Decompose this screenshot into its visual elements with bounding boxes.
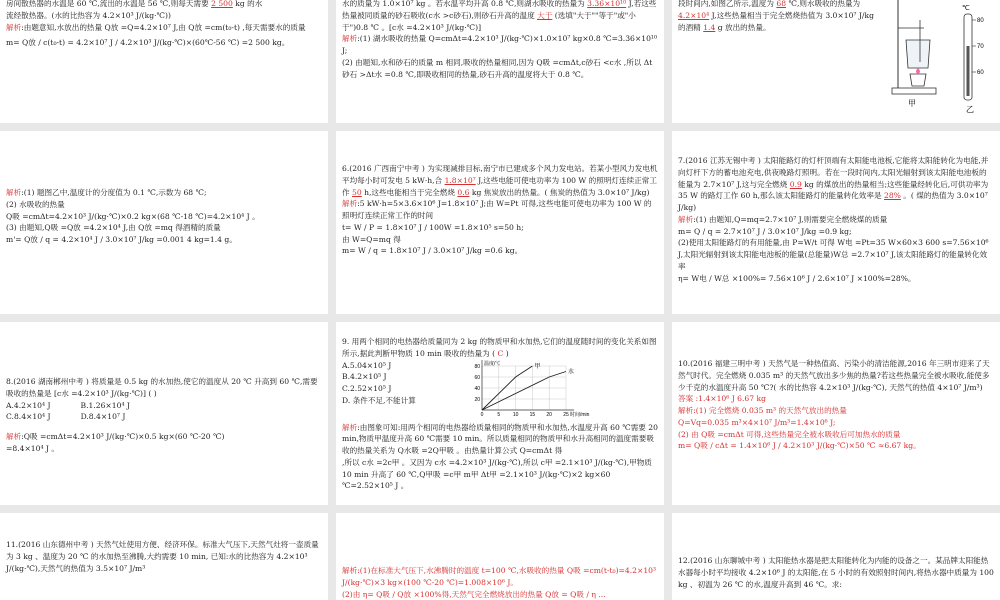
card-q11 — [0, 513, 328, 600]
q12-text: 12.(2016 山东聊城中考 ) 太阳能热水器是把太阳能转化为内能的设备之一。某品牌太阳能热水器每小时平均接收 4.2×10⁶ J 的太阳能,在 5 小时的有效照射时间内,将热水器中质量为 100 kg 、初温为 26 ℃ 的水,温度升高到 46 ℃。求: — [678, 556, 994, 589]
q7-text3: 。( 煤的热值为 3.0×10⁷ J/kg) — [678, 191, 988, 213]
label-yi: 乙 — [966, 105, 974, 114]
q7-sol2: m= Q / q = 2.7×10⁷ J / 3.0×10⁷ J/kg =0.9 kg; — [678, 226, 852, 236]
card-q5-tail — [0, 0, 328, 123]
card-q10 — [672, 322, 1000, 505]
x-tick-label: 25 — [563, 411, 569, 418]
q10-sol4: m= Q吸 / cΔt = 1.4×10⁶ J / 4.2×10³ J/(kg·℃)×50 ℃ ≈6.67 kg。 — [678, 441, 921, 451]
therm-80: 80 — [977, 18, 984, 24]
therm-unit: ℃ — [962, 5, 970, 12]
q4-line2: J,若这些热量被同质量的砂石吸收(c水 >c砂石),则砂石升高的温度 — [342, 0, 657, 20]
card-q3-solution — [0, 131, 328, 314]
q3-line2b: g 放出的热量。 — [717, 22, 771, 32]
q5-line1b: kg 的水 — [235, 0, 263, 8]
q9-text-b: ) — [505, 348, 509, 358]
y-tick-label: 40 — [474, 385, 480, 392]
q10-sol-tag: 解析 — [678, 406, 694, 416]
q11-text: 11.(2016 山东德州中考 ) 天然气灶使用方便、经济环保。标准大气压下,天然气灶将一壶质量为 3 kg 、温度为 20 ℃ 的水加热至沸腾,大约需要 10 min, 已知:水的比热容为 4.2×10³ J/(kg·℃),天然气的热值为 3.5×10⁷ J/m³ — [6, 540, 319, 573]
q6-text3: h,这些电能相当于完全燃烧 — [364, 187, 455, 197]
x-tick-label: 0 — [480, 411, 484, 418]
q4-sol-tag: 解析 — [342, 34, 358, 44]
q3-sol-tag: 解析 — [6, 188, 22, 197]
q9-option-c: C.2.52×10⁵ J — [342, 384, 392, 394]
q10-text: 10.(2016 福建三明中考 ) 天然气是一种热值高、污染小的清洁能源,2016 年三明市迎来了天然气时代。完全燃烧 0.035 m³ 的天然气放出多少焦的热量?若这些热量完全被水吸收,能使多少千克的水温度升高 50 ℃?( 水的比热容 4.2×10³ J/(kg·℃), 天然气的热值 4×10⁷ J/m³) — [678, 359, 990, 392]
card-q4-tail — [336, 0, 664, 123]
q7-blank2: 28% — [883, 191, 901, 201]
q8-sol2: =8.4×10⁴ J 。 — [6, 443, 59, 453]
x-tick-label: 20 — [546, 411, 552, 418]
q9-answer: C — [497, 348, 504, 358]
q5-sol-tag: 解析 — [6, 22, 22, 32]
q6-sol3: 由 W=Q=mq 得 — [342, 234, 401, 244]
q3-sol2: (2) 水吸收的热量 — [6, 199, 65, 209]
card-q11-solution — [336, 513, 664, 600]
q7-text2: kg 的煤放出的热量相当;这些能量经转化后,可供功率为 35 W 的路灯工作 60 h,那么该太阳能路灯的能量转化效率是 — [678, 179, 989, 201]
q8-sol1: :Q吸 =cmΔt=4.2×10³ J/(kg·℃)×0.5 kg×(60 ℃-20 ℃) — [21, 432, 225, 442]
q10-sol3: (2) 由 Q吸 =cmΔt 可得,这些热量完全被水吸收后可加热水的质量 — [678, 429, 901, 439]
q8-option-b: B.1.26×10⁴ J — [80, 400, 130, 410]
q5-sol1: :由题意知,水放出的热量 Q放 =Q=4.2×10⁷ J,由 Q放 =cm(t₀-t) ,每天需要水的质量 — [21, 22, 306, 32]
q3-blank2: 4.2×10⁴ — [678, 10, 710, 20]
q4-sol1: :(1) 湖水吸收的热量 Q=cmΔt=4.2×10³ J/(kg·℃)×1.0×10⁷ kg×0.8 ℃=3.36×10¹⁰ J; — [342, 34, 658, 56]
q3-line2: J,这些热量相当于完全燃烧热值为 3.0×10⁷ J/kg 的酒精 — [678, 10, 874, 32]
q10-sol2: Q=Vq=0.035 m³×4×10⁷ J/m³=1.4×10⁶ J; — [678, 417, 836, 427]
alcohol-lamp-icon — [910, 74, 926, 86]
q3-line1: 段时间内,如图乙所示,温度为 — [678, 0, 774, 8]
series-label: 水 — [568, 369, 575, 376]
apparatus-figure — [884, 0, 994, 118]
q11-sol1: 解析:(1)在标准大气压下,水沸腾时的温度 t=100 ℃,水吸收的热量 Q吸 =cm(t-t₀)=4.2×10³ J/(kg·℃)×3 kg×(100 ℃-20 ℃)=1.008×10⁶ J。 — [342, 566, 657, 587]
q7-text1: 7.(2016 江苏无锡中考 ) 太阳能路灯的灯杆顶端有太阳能电池板,它能将太阳能转化为电能,并向灯杆下方的蓄电池充电,供夜晚路灯照明。若在一段时间内,太阳光辐射到该太阳能电池板的能量为 2.7×10⁷ J,这与完全燃烧 — [678, 156, 989, 189]
q9-option-a: A.5.04×10⁵ J — [342, 360, 392, 370]
y-tick-label: 20 — [474, 396, 480, 403]
q7-sol4: η= W电 / W总 ×100%= 7.56×10⁶ J / 2.6×10⁷ J ×100%=28%。 — [678, 273, 916, 283]
card-q3-tail — [672, 0, 1000, 123]
q7-sol-tag: 解析 — [678, 214, 694, 224]
q8-option-a: A.4.2×10⁴ J — [6, 400, 51, 410]
x-tick-label: 10 — [512, 411, 519, 418]
therm-60: 60 — [977, 70, 984, 76]
y-tick-label: 60 — [474, 374, 480, 381]
q5-line1: 房间散热器的水温是 60 ℃,流出的水温是 56 ℃,则每天需要 — [6, 0, 209, 8]
card-q6 — [336, 131, 664, 314]
q4-line3: (选填"大于""等于"或"小于")0.8 ℃ 。[c水 =4.2×10³ J/(kg·℃)] — [342, 10, 636, 32]
q6-text1: 6.(2016 广西南宁中考 ) 为实现减排目标,南宁市已建成多个风力发电站。若某小型风力发电机平均每小时可发电 5 kW·h,合 — [342, 164, 658, 185]
q8-option-c: C.8.4×10⁴ J — [6, 412, 51, 422]
q6-sol4: m= W / q = 1.8×10⁷ J / 3.0×10⁷ J/kg =0.6 kg。 — [342, 246, 523, 256]
q3-sol1: :(1) 题图乙中,温度计的分度值为 0.1 ℃,示数为 68 ℃; — [21, 188, 207, 197]
q9-option-b: B.4.2×10⁵ J — [342, 372, 387, 382]
series-label: 甲 — [534, 363, 541, 370]
label-jia: 甲 — [908, 99, 916, 108]
q3-sol3: Q吸 =cmΔt=4.2×10³ J/(kg·℃)×0.2 kg×(68 ℃-18 ℃)=4.2×10⁴ J 。 — [6, 211, 260, 221]
q8-option-d: D.8.4×10⁷ J — [80, 412, 126, 422]
q5-line2: 流经散热器。(水的比热容为 4.2×10³ J/(kg·℃)) — [6, 10, 171, 20]
q8-paren: ( ) — [148, 388, 157, 398]
beaker-icon — [906, 40, 930, 68]
card-q8 — [0, 322, 328, 505]
card-q7 — [672, 131, 1000, 314]
q6-text4: kg 焦炭放出的热量。( 焦炭的热值为 3.0×10⁷ J/kg) — [471, 187, 650, 197]
q9-sol1: :由图象可知:用两个相同的电热器给质量相同的物质甲和水加热,水温度升高 60 ℃需要 20 min,物质甲温度升高 60 ℃需要 10 min。所以质量相同的物质甲和水升高相同的温度需要吸收的热量关系为 Q水吸 =2Q甲吸 。由热量计算公式 Q=cmΔt 得 — [342, 422, 658, 456]
q3-line1b: ℃,则水吸收的热量为 — [788, 0, 861, 8]
x-tick-label: 15 — [529, 411, 536, 418]
q10-sol1: :(1) 完全燃烧 0.035 m³ 的天然气放出的热量 — [693, 406, 847, 416]
card-q12 — [672, 513, 1000, 600]
q6-sol-tag: 解析 — [342, 199, 358, 209]
card-q9 — [336, 322, 664, 505]
q7-blank1: 0.9 — [789, 179, 802, 189]
q9-sol2: ,所以 c水 =2c甲 。又因为 c水 =4.2×10³ J/(kg·℃),所以 c甲 =2.1×10³ J/(kg·℃),甲物质 10 min 升高了 60 ℃,Q甲吸 =c甲 m甲 Δt甲 =2.1×10³ J/(kg·℃)×2 kg×60 ℃=2.52×10⁵ J 。 — [342, 457, 652, 491]
q6-sol2: t= W / P = 1.8×10⁷ J / 100W =1.8×10⁵ s=50 h; — [342, 222, 524, 232]
q7-sol3: (2)使用太阳能路灯的有用能量,由 P=W/t 可得 W电 =Pt=35 W×60×3 600 s=7.56×10⁶ J,太阳光辐射到该太阳能电池板的能量(总能量)W总 =2.7×10⁷ J,该太阳能路灯的能量转化效率 — [678, 238, 989, 271]
q7-sol1: :(1) 由题知,Q=mq=2.7×10⁷ J,则需要完全燃烧煤的质量 — [693, 214, 888, 224]
q8-text: 8.(2016 湖南郴州中考 ) 将质量是 0.5 kg 的水加热,使它的温度从 20 ℃ 升高到 60 ℃,需要吸收的热量是 [c水 =4.2×10³ J/(kg·℃)] — [6, 377, 318, 398]
y-axis-label: 温度/℃ — [484, 360, 501, 367]
q6-blank3: 0.6 — [457, 187, 470, 197]
q9-option-d: D. 条件不足,不能计算 — [342, 395, 416, 405]
x-tick-label: 5 — [497, 411, 501, 418]
q3-sol5: m'= Q放 / q = 4.2×10⁴ J / 3.0×10⁷ J/kg =0.001 4 kg=1.4 g。 — [6, 235, 237, 245]
q11-sol2: (2)由 η= Q吸 / Q放 ×100%得,天然气完全燃烧放出的热量 Q放 = Q吸 / η ... — [342, 589, 606, 599]
q5-sol2: m= Q放 / c(t₀-t) = 4.2×10⁷ J / 4.2×10³ J/(kg·℃)×(60℃-56 ℃) =2 500 kg。 — [6, 38, 290, 48]
q4-sol2: (2) 由题知,水和砂石的质量 m 相同,吸收的热量相同,因为 Q吸 =cmΔt,c砂石 <c水 ,所以 Δt砂石 >Δt水 =0.8 ℃,即吸收相同的热量,砂石升高的温度将大于 0.8 ℃。 — [342, 57, 653, 79]
q6-blank2: 50 — [352, 187, 362, 197]
q3-blank3: 1.4 — [703, 22, 716, 32]
q3-blank1: 68 — [776, 0, 787, 8]
q6-sol1: :5 kW·h=5×3.6×10⁶ J=1.8×10⁷ J;由 W=Pt 可得,这些电能可使电功率为 100 W 的照明灯连续正常工作的时间 — [342, 199, 652, 221]
q4-blank1: 3.36×10¹⁰ — [587, 0, 627, 8]
q10-answer: 答案 :1.4×10⁶ J 6.67 kg — [678, 394, 766, 404]
therm-70: 70 — [977, 44, 984, 50]
y-tick-label: 80 — [474, 363, 480, 370]
q9-text: 9. 用两个相同的电热器给质量同为 2 kg 的物质甲和水加热,它们的温度随时间的变化关系如图所示,据此判断甲物质 10 min 吸收的热量为 ( — [342, 337, 657, 358]
q6-text2: J,这些电能可使电功率为 100 W 的照明灯连续正常工作 — [342, 175, 657, 197]
q9-sol-tag: 解析 — [342, 422, 358, 432]
q4-blank2: 大于 — [537, 10, 553, 20]
q3-sol4: (3) 由题知,Q吸 =Q放 =4.2×10⁴ J,由 Q放 =mq 得酒精的质量 — [6, 223, 221, 233]
q5-blank: 2 500 — [211, 0, 233, 8]
x-axis-label: 时间/min — [570, 411, 590, 418]
series-line-water — [482, 371, 566, 410]
q8-sol-tag: 解析 — [6, 432, 22, 442]
q4-line1: 水的质量为 1.0×10⁷ kg 。若水温平均升高 0.8 ℃,则湖水吸收的热量为 — [342, 0, 585, 8]
temperature-time-chart — [466, 358, 590, 420]
q6-blank1: 1.8×10⁷ — [444, 175, 476, 185]
